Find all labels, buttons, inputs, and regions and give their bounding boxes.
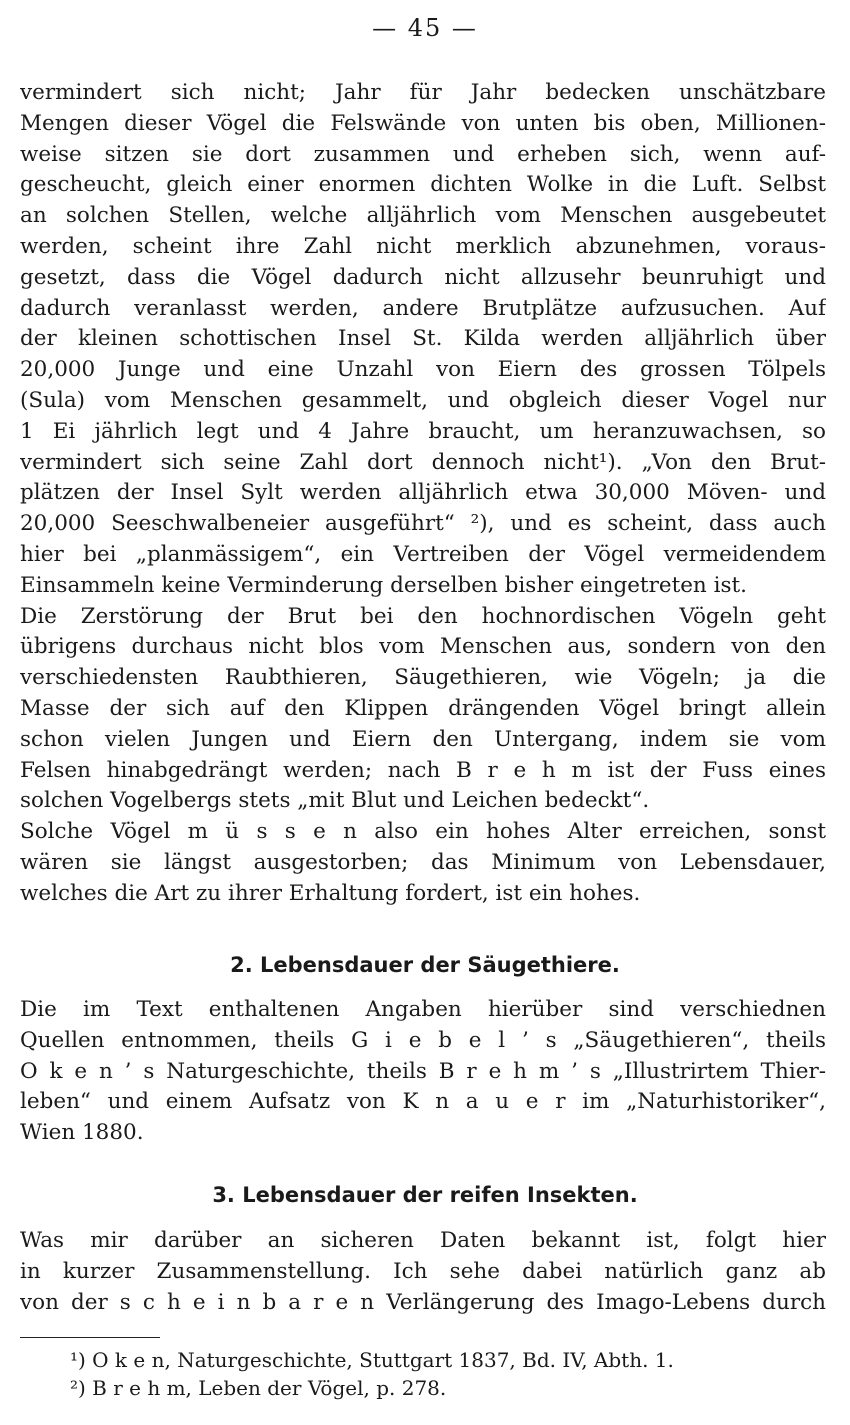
text-line: schon vielen Jungen und Eiern den Untergang, indem sie vom [20, 726, 826, 752]
text-line: übrigens durchaus nicht blos vom Menschen aus, sondern von den [20, 634, 826, 660]
text-line: Solche Vögel m ü s s e n also ein hohes Alter erreichen, sonst [20, 819, 826, 845]
text-line: Die Zerstörung der Brut bei den hochnordischen Vögeln geht [20, 603, 826, 629]
text-line: Quellen entnommen, theils G i e b e l ’ s „Säugethieren“, theils [20, 1027, 826, 1053]
text-line: der kleinen schottischen Insel St. Kilda werden alljährlich über [20, 326, 826, 352]
text-line: 20,000 Seeschwalbeneier ausgeführt“ ²), und es scheint, dass auch [20, 511, 826, 537]
text-line: vermindert sich seine Zahl dort dennoch nicht¹). „Von den Brut- [20, 449, 826, 475]
text-line: verschiedensten Raubthieren, Säugethieren, wie Vögeln; ja die [20, 665, 826, 691]
text-line: Masse der sich auf den Klippen drängenden Vögel bringt allein [20, 695, 826, 721]
text-line: Felsen hinabgedrängt werden; nach B r e h m ist der Fuss eines [20, 757, 826, 783]
text-line: 20,000 Junge und eine Unzahl von Eiern des grossen Tölpels [20, 357, 826, 383]
text-line: (Sula) vom Menschen gesammelt, und obgleich dieser Vogel nur [20, 387, 826, 413]
text-line: vermindert sich nicht; Jahr für Jahr bedecken unschätzbare [20, 80, 826, 105]
text-line: solchen Vogelbergs stets „mit Blut und Leichen bedeckt“. [20, 788, 650, 814]
footnote-rule [20, 1337, 160, 1338]
text-line: weise sitzen sie dort zusammen und erheben sich, wenn auf- [20, 141, 826, 167]
text-line: dadurch veranlasst werden, andere Brutplätze aufzusuchen. Auf [20, 295, 826, 321]
footnote: ²) B r e h m, Leben der Vögel, p. 278. [70, 1376, 447, 1400]
paragraph-block-2 [20, 995, 826, 1149]
footnote: ¹) O k e n, Naturgeschichte, Stuttgart 1837, Bd. IV, Abth. 1. [70, 1348, 674, 1372]
footnotes [70, 1346, 810, 1402]
text-line: 1 Ei jährlich legt und 4 Jahre braucht, um heranzuwachsen, so [20, 418, 826, 444]
text-line: plätzen der Insel Sylt werden alljährlich etwa 30,000 Möven- und [20, 480, 826, 506]
text-line: gesetzt, dass die Vögel dadurch nicht allzusehr beunruhigt und [20, 264, 826, 290]
text-line: gescheucht, gleich einer enormen dichten Wolke in die Luft. Selbst [20, 172, 826, 198]
page-number: — 45 — [372, 14, 478, 42]
text-line: O k e n ’ s Naturgeschichte, theils B r e h m ’ s „Illustrirtem Thier- [20, 1058, 826, 1084]
text-line: wären sie längst ausgestorben; das Minimum von Lebensdauer, [20, 849, 826, 875]
text-line: Mengen dieser Vögel die Felswände von unten bis oben, Millionen- [20, 110, 826, 136]
section-heading-2: 2. Lebensdauer der Säugethiere. [230, 953, 620, 977]
text-line: werden, scheint ihre Zahl nicht merklich abzunehmen, voraus- [20, 233, 826, 259]
text-line: leben“ und einem Aufsatz von K n a u e r im „Naturhistoriker“, [20, 1089, 826, 1115]
text-line: von der s c h e i n b a r e n Verlängerung des Imago-Lebens durch [20, 1289, 826, 1315]
text-line: Wien 1880. [20, 1120, 144, 1146]
text-line: Einsammeln keine Verminderung derselben bisher eingetreten ist. [20, 572, 748, 598]
text-line: Was mir darüber an sicheren Daten bekannt ist, folgt hier [20, 1228, 826, 1253]
text-line: an solchen Stellen, welche alljährlich vom Menschen ausgebeutet [20, 203, 826, 229]
paragraph-block-1 [20, 78, 826, 910]
section-heading-3: 3. Lebensdauer der reifen Insekten. [212, 1183, 638, 1207]
text-line: in kurzer Zusammenstellung. Ich sehe dabei natürlich ganz ab [20, 1258, 826, 1284]
text-line: welches die Art zu ihrer Erhaltung fordert, ist ein hohes. [20, 880, 641, 906]
paragraph-block-3 [20, 1226, 826, 1318]
text-line: Die im Text enthaltenen Angaben hierüber sind verschiednen [20, 997, 826, 1022]
text-line: hier bei „planmässigem“, ein Vertreiben der Vögel vermeidendem [20, 541, 826, 567]
